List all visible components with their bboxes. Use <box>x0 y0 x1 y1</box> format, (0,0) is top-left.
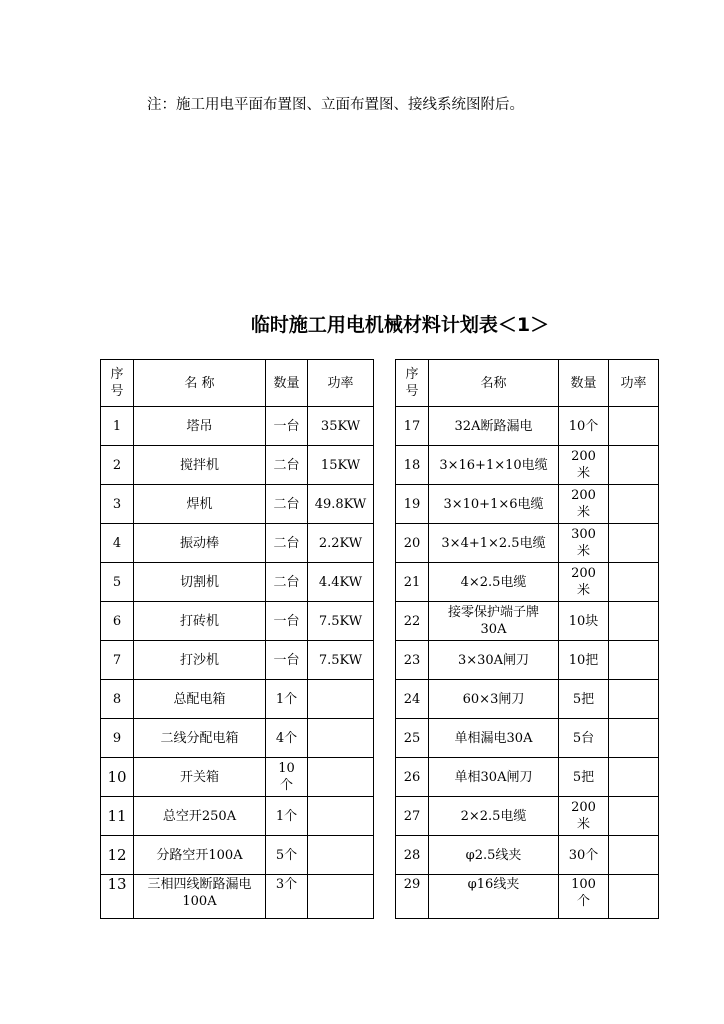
table-row <box>396 446 659 485</box>
cell-qty: 10块 <box>559 602 609 641</box>
cell-power <box>609 641 659 680</box>
column-header-power: 功率 <box>609 360 659 407</box>
column-header-name: 名称 <box>429 360 559 407</box>
table-row <box>101 875 374 919</box>
table-row <box>396 407 659 446</box>
cell-index: 21 <box>396 563 429 602</box>
cell-power <box>609 836 659 875</box>
cell-index: 20 <box>396 524 429 563</box>
table-row <box>101 563 374 602</box>
cell-qty: 10个 <box>559 407 609 446</box>
table-row <box>396 758 659 797</box>
cell-index: 22 <box>396 602 429 641</box>
cell-index: 10 <box>101 758 134 797</box>
cell-index: 12 <box>101 836 134 875</box>
cell-qty: 200 米 <box>559 446 609 485</box>
header-row <box>101 360 374 407</box>
cell-qty: 二台 <box>266 446 308 485</box>
cell-name: 60×3闸刀 <box>429 680 559 719</box>
cell-power <box>609 797 659 836</box>
cell-index: 24 <box>396 680 429 719</box>
cell-qty: 100 个 <box>559 875 609 919</box>
cell-power: 4.4KW <box>308 563 374 602</box>
cell-name: 接零保护端子牌 30A <box>429 602 559 641</box>
cell-name: 单相漏电30A <box>429 719 559 758</box>
column-header-index: 序 号 <box>396 360 429 407</box>
cell-qty: 5台 <box>559 719 609 758</box>
table-row <box>101 485 374 524</box>
table-row <box>396 563 659 602</box>
table-title: 临时施工用电机械材料计划表＜1＞ <box>250 314 550 336</box>
cell-name: 总空开250A <box>134 797 266 836</box>
table-row <box>396 485 659 524</box>
cell-qty: 300 米 <box>559 524 609 563</box>
cell-power <box>609 407 659 446</box>
cell-power <box>609 563 659 602</box>
cell-qty: 10 个 <box>266 758 308 797</box>
cell-qty: 5个 <box>266 836 308 875</box>
cell-name: 3×4+1×2.5电缆 <box>429 524 559 563</box>
table-row <box>396 719 659 758</box>
cell-name: 搅拌机 <box>134 446 266 485</box>
cell-qty: 一台 <box>266 407 308 446</box>
cell-name: 振动棒 <box>134 524 266 563</box>
cell-qty: 二台 <box>266 485 308 524</box>
table-row <box>101 680 374 719</box>
cell-power: 7.5KW <box>308 641 374 680</box>
cell-index: 19 <box>396 485 429 524</box>
cell-index: 1 <box>101 407 134 446</box>
cell-index: 8 <box>101 680 134 719</box>
cell-index: 6 <box>101 602 134 641</box>
table-row <box>396 836 659 875</box>
cell-name: 3×30A闸刀 <box>429 641 559 680</box>
cell-name: 2×2.5电缆 <box>429 797 559 836</box>
table-row <box>101 446 374 485</box>
cell-index: 13 <box>101 875 134 919</box>
table-row <box>396 641 659 680</box>
footnote: 注：施工用电平面布置图、立面布置图、接线系统图附后。 <box>147 97 524 113</box>
table-row <box>101 719 374 758</box>
table-row <box>396 875 659 919</box>
cell-name: 打砖机 <box>134 602 266 641</box>
cell-name: 总配电箱 <box>134 680 266 719</box>
cell-name: 分路空开100A <box>134 836 266 875</box>
cell-qty: 3个 <box>266 875 308 919</box>
cell-name: 切割机 <box>134 563 266 602</box>
cell-index: 17 <box>396 407 429 446</box>
table-row <box>101 641 374 680</box>
cell-index: 25 <box>396 719 429 758</box>
cell-qty: 10把 <box>559 641 609 680</box>
cell-qty: 30个 <box>559 836 609 875</box>
table-row <box>396 602 659 641</box>
column-header-power: 功率 <box>308 360 374 407</box>
cell-power <box>609 446 659 485</box>
cell-name: 32A断路漏电 <box>429 407 559 446</box>
cell-power: 15KW <box>308 446 374 485</box>
cell-index: 7 <box>101 641 134 680</box>
cell-power: 35KW <box>308 407 374 446</box>
cell-qty: 二台 <box>266 524 308 563</box>
cell-name: 焊机 <box>134 485 266 524</box>
cell-name: 二线分配电箱 <box>134 719 266 758</box>
materials-table-left <box>100 359 374 919</box>
cell-index: 5 <box>101 563 134 602</box>
table-row <box>396 797 659 836</box>
cell-qty: 5把 <box>559 680 609 719</box>
cell-power <box>609 485 659 524</box>
table-row <box>101 797 374 836</box>
cell-index: 9 <box>101 719 134 758</box>
table-row <box>101 602 374 641</box>
cell-power <box>609 680 659 719</box>
column-header-qty: 数量 <box>559 360 609 407</box>
cell-index: 26 <box>396 758 429 797</box>
cell-qty: 200 米 <box>559 485 609 524</box>
cell-power: 49.8KW <box>308 485 374 524</box>
cell-power <box>609 875 659 919</box>
cell-power <box>308 875 374 919</box>
cell-qty: 一台 <box>266 641 308 680</box>
cell-name: 4×2.5电缆 <box>429 563 559 602</box>
cell-index: 2 <box>101 446 134 485</box>
cell-power <box>308 758 374 797</box>
column-header-name: 名 称 <box>134 360 266 407</box>
cell-power <box>308 797 374 836</box>
cell-index: 18 <box>396 446 429 485</box>
table-row <box>396 680 659 719</box>
cell-qty: 二台 <box>266 563 308 602</box>
cell-index: 4 <box>101 524 134 563</box>
cell-power: 2.2KW <box>308 524 374 563</box>
cell-name: 三相四线断路漏电 100A <box>134 875 266 919</box>
materials-table-right <box>395 359 659 919</box>
cell-power <box>308 836 374 875</box>
table-row <box>101 524 374 563</box>
cell-qty: 4个 <box>266 719 308 758</box>
cell-qty: 1个 <box>266 797 308 836</box>
cell-name: 塔吊 <box>134 407 266 446</box>
cell-index: 27 <box>396 797 429 836</box>
cell-power <box>609 602 659 641</box>
cell-power <box>308 719 374 758</box>
table-row <box>101 836 374 875</box>
table-row <box>101 758 374 797</box>
table-row <box>101 407 374 446</box>
cell-power <box>308 680 374 719</box>
cell-qty: 200 米 <box>559 797 609 836</box>
cell-name: φ2.5线夹 <box>429 836 559 875</box>
cell-power <box>609 524 659 563</box>
header-row <box>396 360 659 407</box>
cell-qty: 1个 <box>266 680 308 719</box>
cell-name: 3×16+1×10电缆 <box>429 446 559 485</box>
cell-name: φ16线夹 <box>429 875 559 919</box>
cell-name: 单相30A闸刀 <box>429 758 559 797</box>
cell-power <box>609 758 659 797</box>
cell-qty: 5把 <box>559 758 609 797</box>
cell-power: 7.5KW <box>308 602 374 641</box>
cell-index: 3 <box>101 485 134 524</box>
cell-name: 打沙机 <box>134 641 266 680</box>
cell-qty: 一台 <box>266 602 308 641</box>
cell-qty: 200 米 <box>559 563 609 602</box>
table-row <box>396 524 659 563</box>
cell-index: 23 <box>396 641 429 680</box>
cell-index: 11 <box>101 797 134 836</box>
cell-index: 29 <box>396 875 429 919</box>
cell-name: 3×10+1×6电缆 <box>429 485 559 524</box>
cell-power <box>609 719 659 758</box>
cell-index: 28 <box>396 836 429 875</box>
cell-name: 开关箱 <box>134 758 266 797</box>
column-header-qty: 数量 <box>266 360 308 407</box>
column-header-index: 序 号 <box>101 360 134 407</box>
